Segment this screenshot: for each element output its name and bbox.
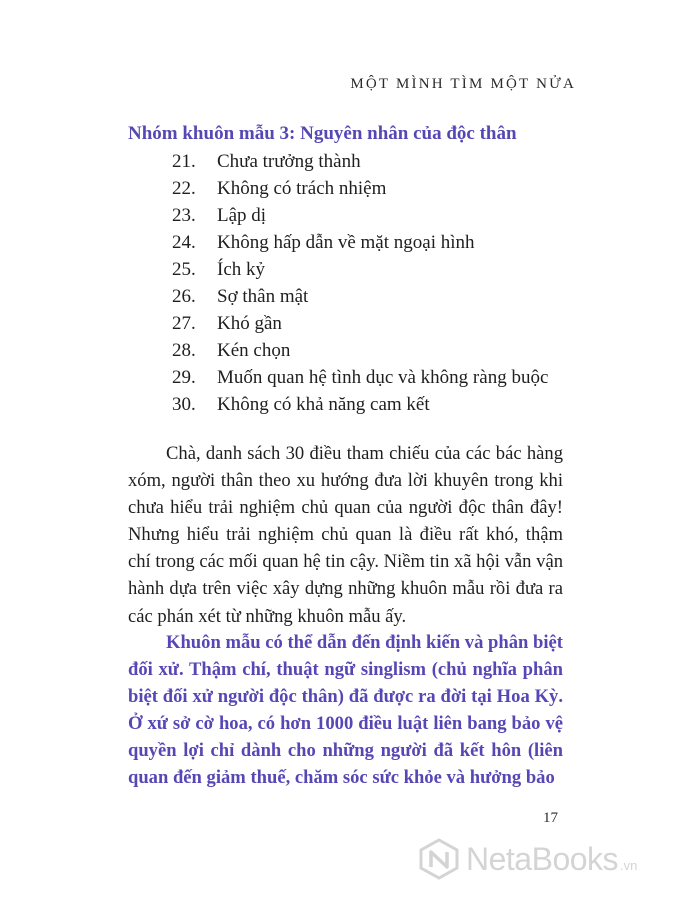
list-item-text: Muốn quan hệ tình dục và không ràng buộc <box>217 367 549 388</box>
list-item-number: 28. <box>172 340 196 361</box>
list-item <box>172 310 548 337</box>
list-item <box>172 391 548 418</box>
page-number: 17 <box>543 810 558 826</box>
list-item-text: Không có khả năng cam kết <box>217 394 430 415</box>
list-item-text: Không có trách nhiệm <box>217 178 387 199</box>
list-item-text: Kén chọn <box>217 340 291 361</box>
list-item-text: Lập dị <box>217 205 267 226</box>
list-item <box>172 202 548 229</box>
list-item-text: Ích kỷ <box>217 259 266 280</box>
running-header: MỘT MÌNH TÌM MỘT NỬA <box>350 76 576 92</box>
body-paragraph: Chà, danh sách 30 điều tham chiếu của các bác hàng xóm, người thân theo xu hướng đưa lời khuyên trong khi chưa hiểu trải nghiệm chủ quan của người độc thân đây! Nhưng hiểu trải nghiệm chủ quan là điều rất khó, thậm chí trong các mối quan hệ tin cậy. Niềm tin xã hội vẫn vận hành dựa trên việc xây dựng những khuôn mẫu rồi đưa ra các phán xét từ những khuôn mẫu ấy. <box>128 443 563 627</box>
list-item <box>172 256 548 283</box>
stereotype-list <box>172 148 548 418</box>
list-item-text: Khó gần <box>217 313 282 334</box>
list-item-number: 23. <box>172 205 196 226</box>
list-item <box>172 175 548 202</box>
list-item-number: 21. <box>172 151 196 172</box>
list-item-number: 29. <box>172 367 196 388</box>
section-heading: Nhóm khuôn mẫu 3: Nguyên nhân của độc thân <box>128 123 517 144</box>
list-item <box>172 337 548 364</box>
list-item-number: 25. <box>172 259 196 280</box>
list-item-number: 27. <box>172 313 196 334</box>
list-item-text: Sợ thân mật <box>217 286 309 307</box>
list-item-number: 22. <box>172 178 196 199</box>
list-item-text: Không hấp dẫn về mặt ngoại hình <box>217 232 475 253</box>
watermark <box>418 838 637 880</box>
list-item <box>172 283 548 310</box>
list-item <box>172 229 548 256</box>
list-item-number: 26. <box>172 286 196 307</box>
list-item <box>172 364 548 391</box>
watermark-brand: NetaBooks <box>466 840 619 877</box>
watermark-suffix: .vn <box>620 857 638 873</box>
list-item <box>172 148 548 175</box>
list-item-number: 30. <box>172 394 196 415</box>
list-item-number: 24. <box>172 232 196 253</box>
highlighted-paragraph: Khuôn mẫu có thể dẫn đến định kiến và phân biệt đối xử. Thậm chí, thuật ngữ singlism (chủ nghĩa phân biệt đối xử người độc thân) đã được ra đời tại Hoa Kỳ. Ở xứ sở cờ hoa, có hơn 1000 điều luật liên bang bảo vệ quyền lợi chỉ dành cho những người đã kết hôn (liên quan đến giảm thuế, chăm sóc sức khỏe và hưởng bảo <box>128 632 563 789</box>
list-item-text: Chưa trưởng thành <box>217 151 361 172</box>
n-logo-icon <box>418 838 460 880</box>
